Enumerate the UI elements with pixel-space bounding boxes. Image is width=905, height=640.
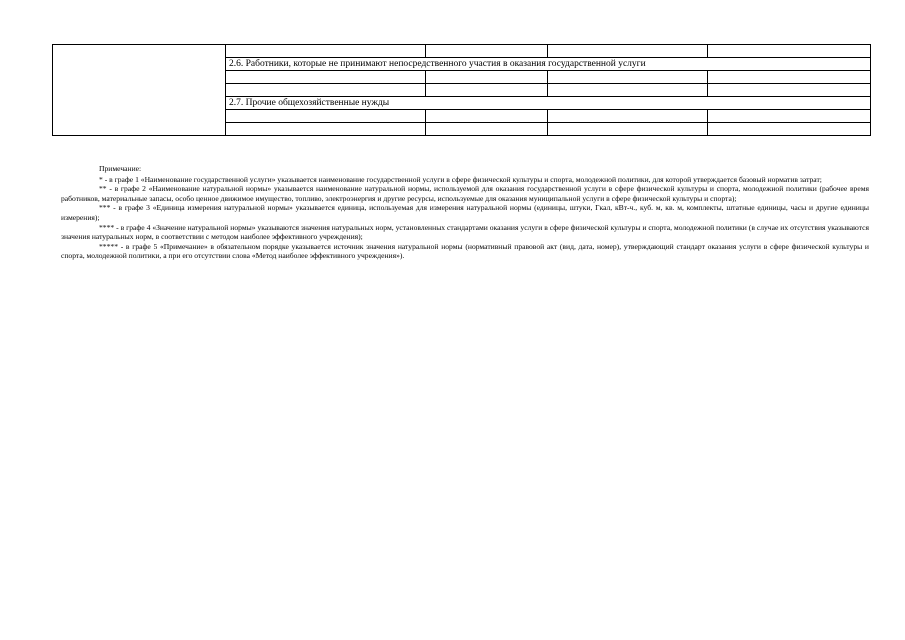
table-cell bbox=[426, 71, 548, 84]
note-item-2: ** - в графе 2 «Наименование натуральной нормы» указывается наименование натуральной нормы, используемой для оказания государственной услуги в сфере физической культуры и спорта, молодежной политики (рабочее время работников, материальные запасы, особо ценное движимое имущество, топливо, электроэнергия и другие ресурсы, используемые для оказания муниципальной услуги в сфере физической культуры и спорта); bbox=[61, 184, 869, 203]
table-cell bbox=[708, 45, 871, 58]
table-row bbox=[53, 45, 871, 58]
table-cell bbox=[548, 45, 708, 58]
table-cell bbox=[708, 110, 871, 123]
table-cell bbox=[226, 123, 426, 136]
table-cell bbox=[226, 71, 426, 84]
table-cell bbox=[426, 84, 548, 97]
table-cell bbox=[548, 123, 708, 136]
table-cell bbox=[226, 110, 426, 123]
table-cell bbox=[226, 45, 426, 58]
notes-heading: Примечание: bbox=[99, 164, 142, 173]
table-cell bbox=[548, 84, 708, 97]
table-cell bbox=[708, 84, 871, 97]
table-cell bbox=[426, 110, 548, 123]
table-cell bbox=[708, 123, 871, 136]
section-label-2-7: 2.7. Прочие общехозяйственные нужды bbox=[226, 97, 871, 110]
table-cell bbox=[226, 84, 426, 97]
note-item-1: * - в графе 1 «Наименование государственной услуги» указывается наименование государственной услуги в сфере физической культуры и спорта, молодежной политики, для которой утверждается базовый норматив затрат; bbox=[99, 174, 822, 184]
section-label-2-6: 2.6. Работники, которые не принимают непосредственного участия в оказания государственной услуги bbox=[226, 58, 871, 71]
table-cell bbox=[548, 110, 708, 123]
note-item-3: *** - в графе 3 «Единица измерения натуральной нормы» указывается единица, используемая для измерения натуральной нормы (единицы, штуки, Гкал, кВт-ч., куб. м, кв. м, комплекты, штатные единицы, часы и другие единицы измерения); bbox=[61, 203, 869, 222]
notes-block bbox=[61, 164, 869, 261]
table-cell bbox=[426, 123, 548, 136]
table-cell-service-name bbox=[53, 45, 226, 136]
table-cell bbox=[426, 45, 548, 58]
note-item-5: ***** - в графе 5 «Примечание» в обязательном порядке указывается источник значения натуральной нормы (нормативный правовой акт (вид, дата, номер), утверждающий стандарт оказания услуги в сфере физической культуры и спорта, молодежной политики, а при его отсутствии слова «Метод наиболее эффективного учреждения»). bbox=[61, 241, 869, 261]
norms-table bbox=[52, 44, 871, 136]
table-cell bbox=[708, 71, 871, 84]
note-item-4: **** - в графе 4 «Значение натуральной нормы» указываются значения натуральных норм, установленных стандартами оказания услуги в сфере физической культуры и спорта, молодежной политики (в случае их отсутствия указываются значения натуральных норм, в соответствии с методом наиболее эффективного учреждения); bbox=[61, 222, 869, 242]
table-cell bbox=[548, 71, 708, 84]
